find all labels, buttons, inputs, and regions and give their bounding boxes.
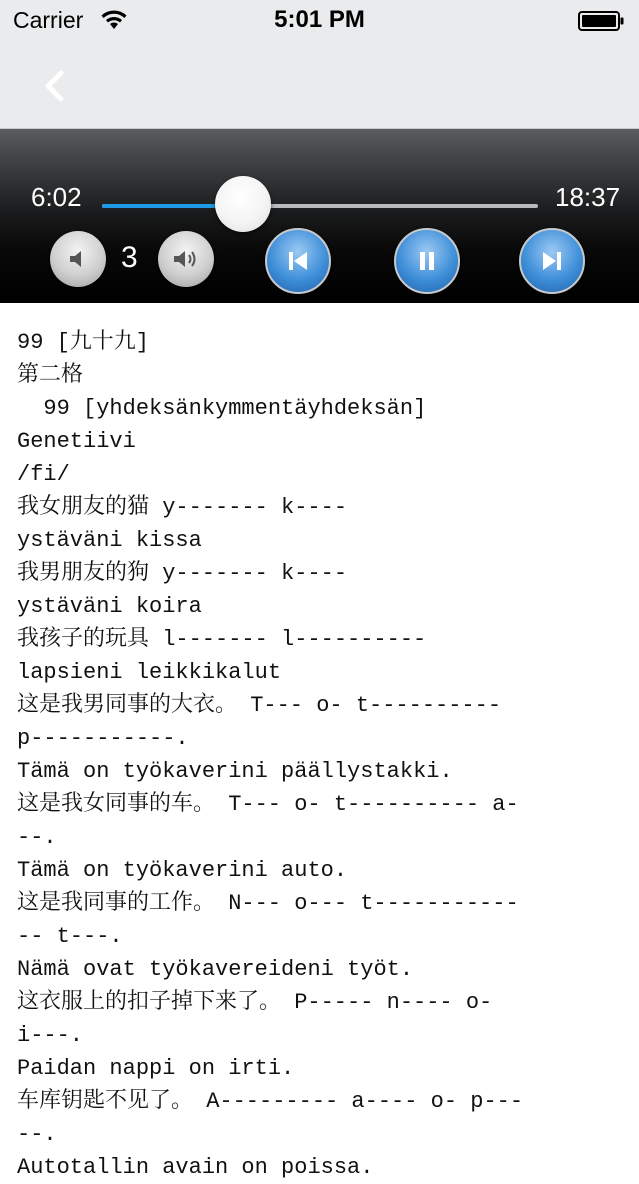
text-line: /fi/ [17, 462, 70, 487]
text-line: Paidan nappi on irti. [17, 1056, 295, 1081]
lesson-text [17, 326, 627, 1184]
pause-button[interactable] [394, 228, 460, 294]
text-line: lapsieni leikkikalut [17, 660, 282, 685]
battery-icon [578, 11, 624, 31]
text-line: 这是我男同事的大衣。 T--- o- t---------- [17, 693, 502, 718]
text-line: 99 [九十九] [17, 330, 150, 355]
pause-icon [414, 248, 440, 274]
volume-up-button[interactable] [158, 231, 214, 287]
clock: 5:01 PM [274, 6, 365, 33]
text-line: 这衣服上的扣子掉下来了。 P----- n---- o- [17, 990, 493, 1015]
previous-track-button[interactable] [265, 228, 331, 294]
text-line: 这是我同事的工作。 N--- o--- t----------- [17, 891, 519, 916]
text-line: Tämä on työkaverini päällystakki. [17, 759, 453, 784]
progress-slider[interactable] [102, 204, 538, 208]
text-line: 第二格 [17, 363, 84, 388]
text-line: 99 [yhdeksänkymmentäyhdeksän] [17, 396, 427, 421]
navigation-bar [0, 0, 639, 129]
skip-previous-icon [285, 248, 311, 274]
next-track-button[interactable] [519, 228, 585, 294]
text-line: Tämä on työkaverini auto. [17, 858, 348, 883]
text-line: -- t---. [17, 924, 123, 949]
audio-player [0, 129, 639, 303]
volume-up-icon [171, 246, 201, 272]
total-time: 18:37 [555, 182, 621, 212]
text-line: --. [17, 1122, 57, 1147]
text-line: p-----------. [17, 726, 189, 751]
volume-down-button[interactable] [50, 231, 106, 287]
carrier-label: Carrier [13, 7, 84, 33]
volume-down-icon [65, 246, 91, 272]
text-line: 我女朋友的猫 y------- k---- [17, 495, 348, 520]
text-line: 我男朋友的狗 y------- k---- [17, 561, 348, 586]
skip-next-icon [539, 248, 565, 274]
text-line: i---. [17, 1023, 84, 1048]
back-button[interactable] [30, 62, 78, 110]
text-line: Autotallin avain on poissa. [17, 1155, 374, 1180]
volume-level: 3 [121, 241, 138, 274]
text-line: 车库钥匙不见了。 A--------- a---- o- p--- [17, 1089, 524, 1114]
text-line: Nämä ovat työkavereideni työt. [17, 957, 414, 982]
current-time: 6:02 [31, 182, 82, 212]
text-line: 这是我女同事的车。 T--- o- t---------- a- [17, 792, 519, 817]
chevron-left-icon [41, 69, 67, 103]
text-line: Genetiivi [17, 429, 136, 454]
status-bar [0, 0, 639, 42]
text-line: --. [17, 825, 57, 850]
text-line: ystäväni kissa [17, 528, 202, 553]
text-line: ystäväni koira [17, 594, 202, 619]
progress-thumb[interactable] [215, 176, 271, 232]
text-line: 我孩子的玩具 l------- l---------- [17, 627, 427, 652]
